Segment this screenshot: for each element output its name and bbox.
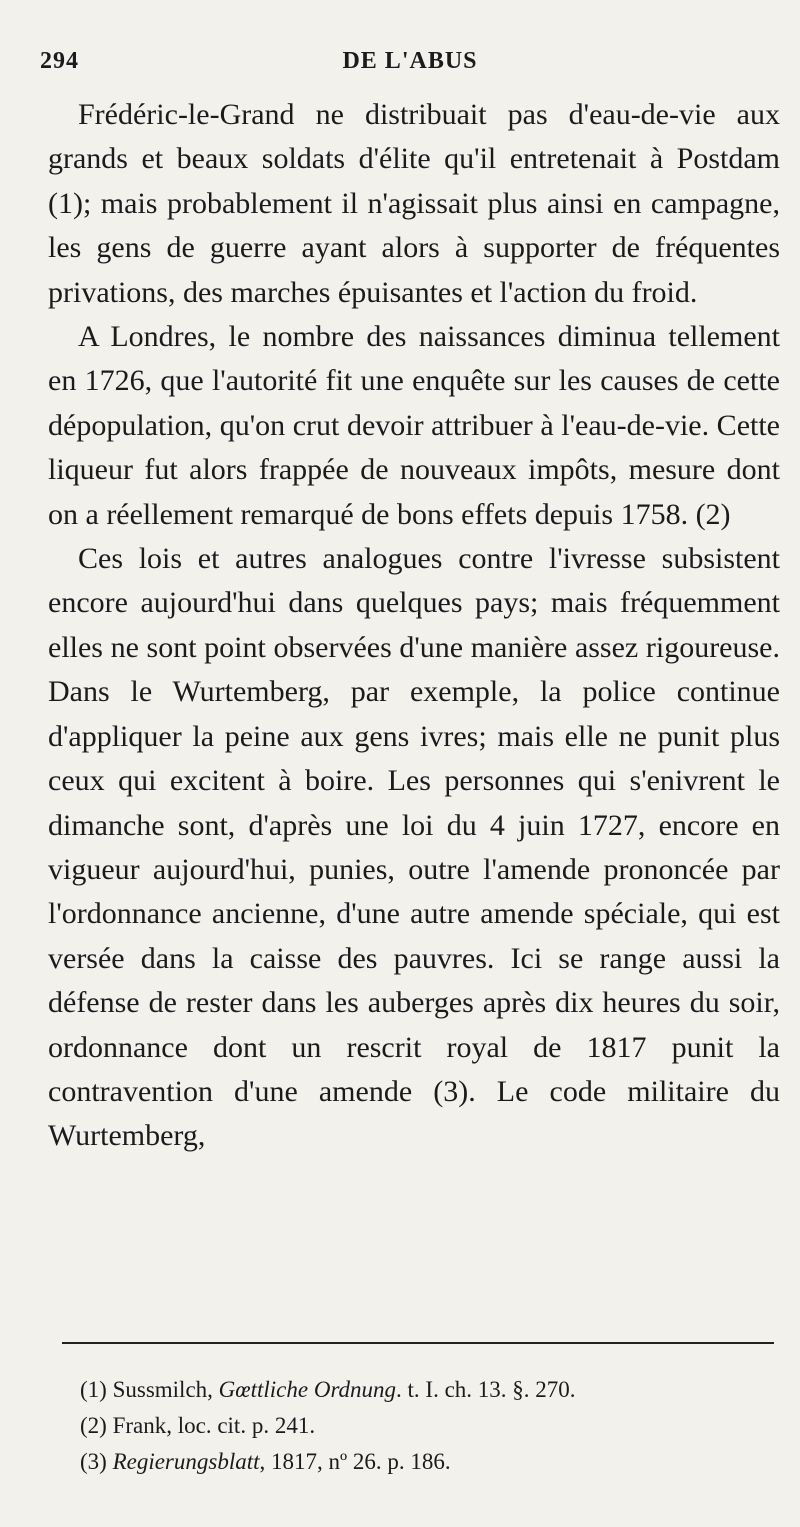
footnote-title: Gœttliche Ordnung [218, 1377, 397, 1402]
footnote-marker: (2) [80, 1413, 107, 1438]
footnote [80, 1372, 770, 1408]
footnote-text: , 1817, nº 26. p. 186. [259, 1449, 451, 1474]
running-head: DE L'ABUS [342, 48, 478, 74]
paragraph: A Londres, le nombre des naissances diminua tellement en 1726, que l'autorité fit une enquête sur les causes de cette dépopulation, qu'on crut devoir attribuer à l'eau-de-vie. Cette liqueur fut alors frappée de nouveaux impôts, mesure dont on a réellement remarqué de bons effets depuis 1758. (2) [48, 320, 780, 531]
body-text [48, 93, 780, 1159]
page-number: 294 [40, 48, 79, 74]
footnote-rule [62, 1342, 774, 1344]
footnote-text: . t. I. ch. 13. §. 270. [396, 1377, 576, 1402]
paragraph: Ces lois et autres analogues contre l'ivresse subsistent encore aujourd'hui dans quelques pays; mais fréquemment elles ne sont point observées d'une manière assez rigoureuse. Dans le Wurtemberg, par exemple, la police continue d'appliquer la peine aux gens ivres; mais elle ne punit plus ceux qui excitent à boire. Les personnes qui s'enivrent le dimanche sont, d'après une loi du 4 juin 1727, encore en vigueur aujourd'hui, punies, outre l'amende prononcée par l'ordonnance ancienne, d'une autre amende spéciale, qui est versée dans la caisse des pauvres. Ici se range aussi la défense de rester dans les auberges après dix heures du soir, ordonnance dont un rescrit royal de 1817 punit la contravention d'une amende (3). Le code militaire du Wurtemberg, [48, 542, 780, 1153]
footnote-text: Sussmilch, [112, 1377, 219, 1402]
footnote-text: Frank, loc. cit. p. 241. [112, 1413, 316, 1438]
footnote-marker: (3) [80, 1449, 107, 1474]
footnote [80, 1444, 770, 1480]
footnote [80, 1408, 770, 1444]
footnote-marker: (1) [80, 1377, 107, 1402]
footnotes [80, 1372, 770, 1480]
page-header [40, 48, 780, 84]
paragraph: Frédéric-le-Grand ne distribuait pas d'eau-de-vie aux grands et beaux soldats d'élite qu'il entretenait à Postdam (1); mais probablement il n'agissait plus ainsi en campagne, les gens de guerre ayant alors à supporter de fréquentes privations, des marches épuisantes et l'action du froid. [48, 98, 780, 309]
footnote-title: Regierungsblatt [112, 1449, 260, 1474]
